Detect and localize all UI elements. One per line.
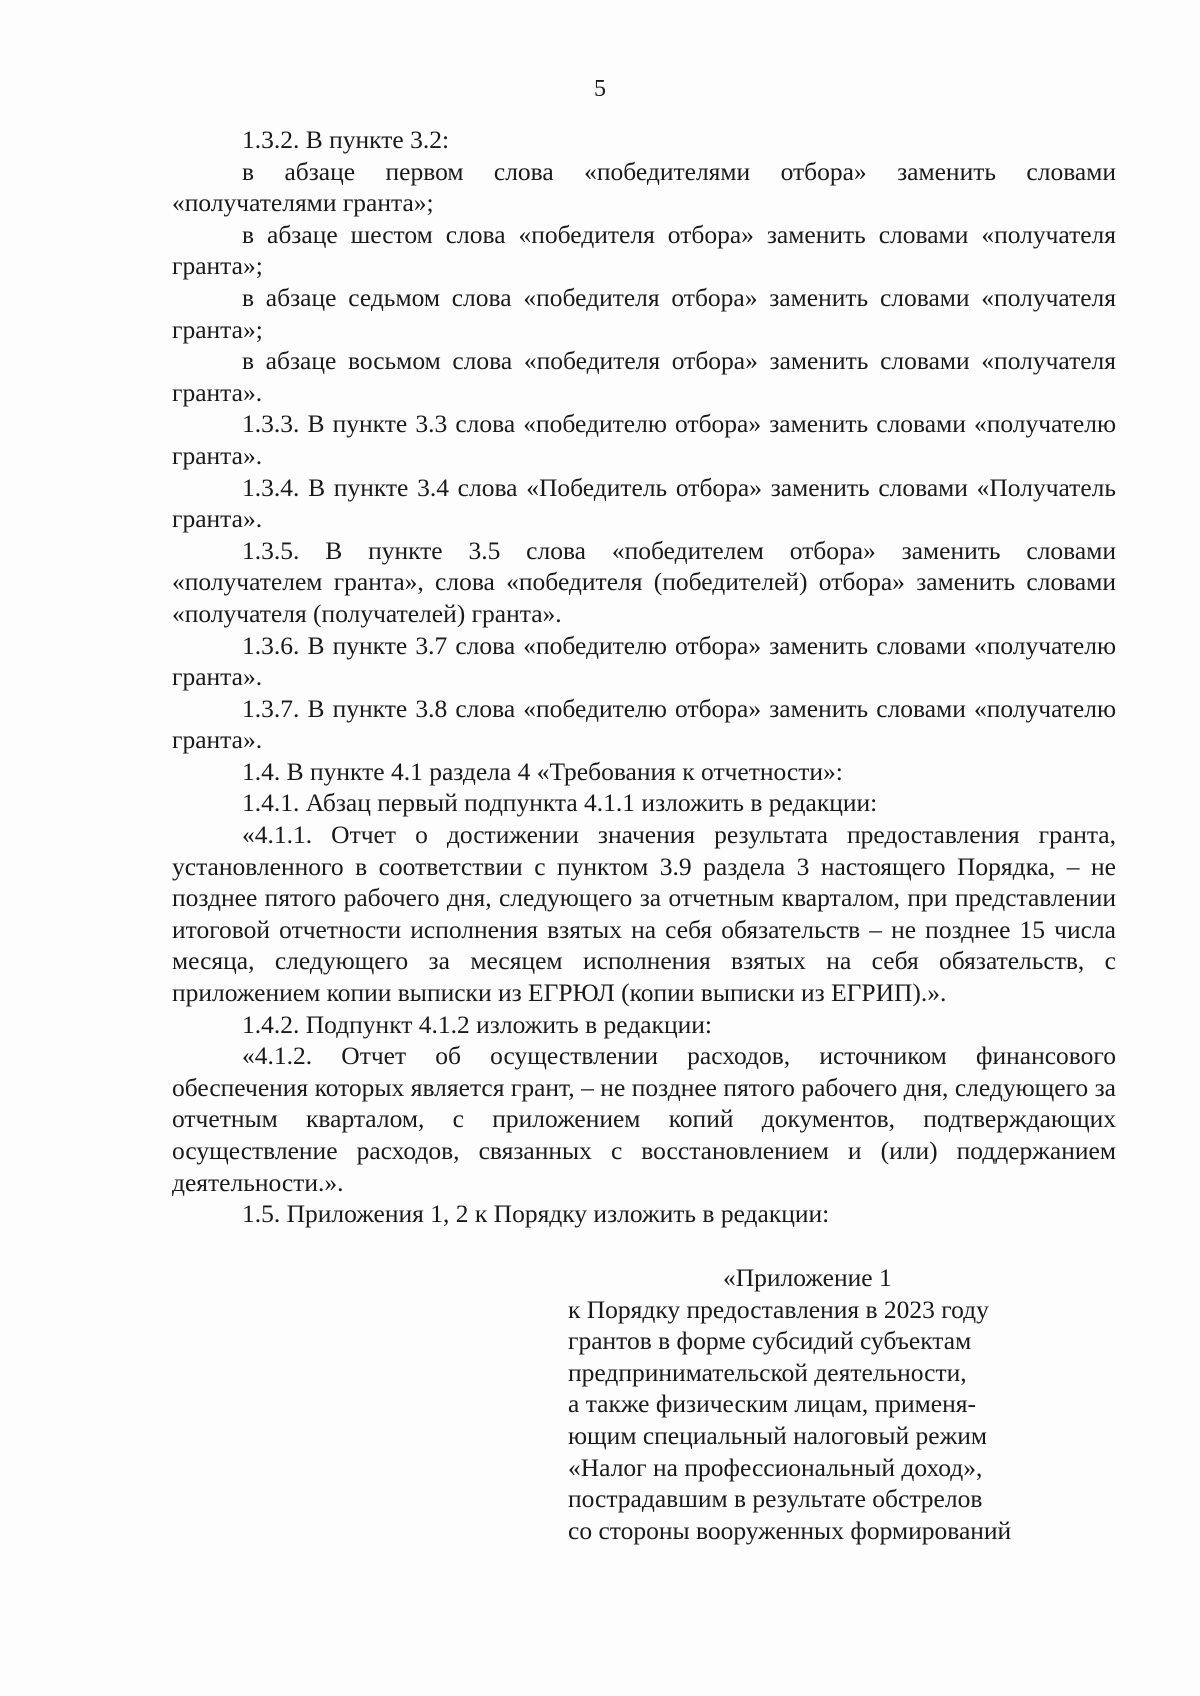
paragraph-abzac-8: в абзаце восьмом слова «победителя отбора» заменить словами «получателя гранта». bbox=[172, 346, 1116, 407]
paragraph-4-1-1-quote: «4.1.1. Отчет о достижении значения результата предоставления гранта, установленного в соответствии с пунктом 3.9 раздела 3 настоящего Порядка, – не позднее пятого рабочего дня, следующего за отчетным кварталом, при представлении итоговой отчетности исполнения взятых на себя обязательств – не позднее 15 числа месяца, следующего за месяцем исполнения взятых на себя обязательств, с приложением копии выписки из ЕГРЮЛ (копии выписки из ЕГРИП).». bbox=[172, 820, 1116, 1008]
paragraph-1-5: 1.5. Приложения 1, 2 к Порядку изложить в редакции: bbox=[242, 1199, 830, 1229]
paragraph-abzac-6: в абзаце шестом слова «победителя отбора» заменить словами «получателя гранта»; bbox=[172, 219, 1116, 281]
paragraph-1-3-4: 1.3.4. В пункте 3.4 слова «Победитель отбора» заменить словами «Получатель гранта». bbox=[172, 472, 1116, 534]
paragraph-abzac-7: в абзаце седьмом слова «победителя отбора» заменить словами «получателя гранта»; bbox=[172, 282, 1116, 344]
paragraph-1-4: 1.4. В пункте 4.1 раздела 4 «Требования к отчетности»: bbox=[242, 756, 843, 786]
paragraph-1-3-2: 1.3.2. В пункте 3.2: bbox=[242, 125, 450, 154]
paragraph-1-3-5: 1.3.5. В пункте 3.5 слова «победителем отбора» заменить словами «получателем гранта», слова «победителя (победителей) отбора» заменить словами «получателя (получателей) гранта». bbox=[172, 535, 1116, 628]
paragraph-4-1-2-quote: «4.1.2. Отчет об осуществлении расходов, источником финансового обеспечения которых является грант, – не позднее пятого рабочего дня, следующего за отчетным кварталом, с приложением копий документов, подтверждающих осуществление расходов, связанных с восстановлением и (или) поддержанием деятельности.». bbox=[172, 1041, 1116, 1197]
paragraph-1-3-3: 1.3.3. В пункте 3.3 слова «победителю отбора» заменить словами «получателю гранта». bbox=[172, 409, 1116, 470]
paragraph-1-3-6: 1.3.6. В пункте 3.7 слова «победителю отбора» заменить словами «получателю гранта». bbox=[172, 630, 1116, 692]
paragraph-1-4-1: 1.4.1. Абзац первый подпункта 4.1.1 изложить в редакции: bbox=[242, 788, 878, 818]
appendix-line: «Налог на профессиональный доход», bbox=[568, 1452, 983, 1482]
appendix-header bbox=[568, 1262, 1088, 1546]
appendix-title: «Приложение 1 bbox=[723, 1263, 892, 1292]
page-number: 5 bbox=[594, 76, 606, 102]
appendix-line: пострадавшим в результате обстрелов bbox=[568, 1484, 983, 1514]
appendix-line: грантов в форме субсидий субъектам bbox=[568, 1326, 972, 1356]
appendix-line: ющим специальный налоговый режим bbox=[568, 1420, 988, 1450]
appendix-line: со стороны вооруженных формирований bbox=[568, 1515, 1012, 1545]
appendix-line: предпринимательской деятельности, bbox=[568, 1357, 967, 1387]
document-body bbox=[172, 124, 1116, 1230]
paragraph-1-4-2: 1.4.2. Подпункт 4.1.2 изложить в редакции: bbox=[242, 1009, 712, 1039]
paragraph-1-3-7: 1.3.7. В пункте 3.8 слова «победителю отбора» заменить словами «получателю гранта». bbox=[172, 693, 1116, 755]
appendix-line: а также физическим лицам, применя- bbox=[568, 1389, 976, 1419]
appendix-line: к Порядку предоставления в 2023 году bbox=[568, 1294, 989, 1324]
paragraph-abzac-1: в абзаце первом слова «победителями отбора» заменить словами «получателями гранта»; bbox=[172, 156, 1116, 218]
